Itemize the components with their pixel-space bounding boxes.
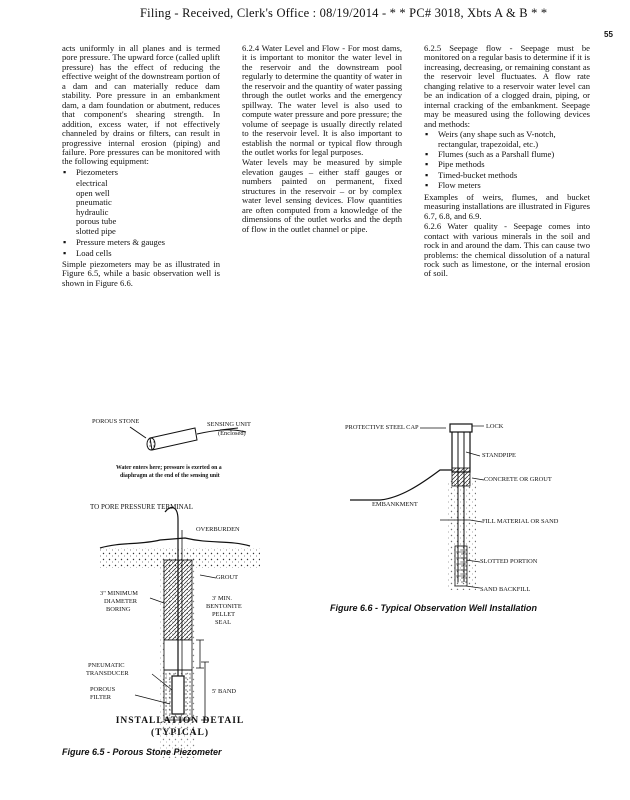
label-concrete-grout: CONCRETE OR GROUT	[484, 476, 552, 483]
label-pneumatic-1: PNEUMATIC	[88, 662, 125, 669]
list-item: hydraulic	[76, 206, 109, 217]
label-porous-filter-1: POROUS	[90, 686, 116, 693]
label-min-diameter-2: DIAMETER	[104, 598, 138, 605]
list-item: ▪ Load cells	[62, 249, 220, 258]
list-item: ▪ Piezometers	[62, 168, 220, 177]
label-steel-cap: PROTECTIVE STEEL CAP	[345, 424, 419, 431]
label-overburden: OVERBURDEN	[196, 526, 240, 533]
label-min-diameter-1: 3" MINIMUM	[100, 590, 138, 597]
list-item: ▪ Flumes (such as a Parshall flume)	[424, 150, 590, 159]
pore-pressure-paragraph: acts uniformly in all planes and is termed pore pressure. The upward force (called uplift pressure) has the effect of reducing the effective weight of the downstream portion of a dam and can materially reduce dam stability. Pore pressure in an embankment dam, a dam foundation or abutment, reduces that component's shearing strength. In addition, excess water, if not effectively channeled by drains or filters, can result in progressive internal erosion (piping) and failure. Pore pressures can be monitored with the following equipment:	[62, 43, 220, 167]
installation-detail-subtitle: (TYPICAL)	[150, 728, 210, 738]
label-bentonite-1: 3' MIN.	[212, 595, 232, 602]
label-enclosed: (Enclosed)	[218, 430, 246, 437]
list-item: ▪ Flow meters	[424, 181, 590, 190]
label-porous-filter-2: FILTER	[90, 694, 112, 701]
list-item: ▪ Timed-bucket methods	[424, 171, 590, 180]
list-item: ▪ Weirs (any shape such as V-notch, rectangular, trapezoidal, etc.)	[424, 130, 590, 149]
label-sensing-unit: SENSING UNIT	[207, 421, 251, 428]
seepage-paragraph: 6.2.5 Seepage flow - Seepage must be monitored on a regular basis to determine if it is increasing, decreasing, or remaining constant as the reservoir level fluctuates. A flow rate changing relative to a reservoir water level can be an indication of a clogged drain, piping, or internal cracking of the embankment. Seepage may be measured using the following devices and methods:	[424, 43, 590, 129]
list-item: pneumatic	[76, 197, 112, 208]
list-item: electrical	[76, 178, 108, 189]
label-standpipe: STANDPIPE	[482, 452, 516, 459]
water-quality-paragraph: 6.2.6 Water quality - Seepage comes into contact with various minerals in the soil and rock in and around the dam. This can cause two problems: the chemical dissolution of a natural rock such as limestone, or the internal erosion of soil.	[424, 221, 590, 279]
water-gauges-paragraph: Water levels may be measured by simple elevation gauges – either staff gauges or numbers painted on permanent, fixed structures in the reservoir – or by complex water level sensing devices. Flow quantities are often computed from a knowledge of the dimensions of the outlet works and the depth of flow in the outlet channel or pipe.	[242, 157, 402, 234]
water-note-line2: diaphragm at the end of the sensing unit	[120, 473, 220, 479]
list-item: ▪ Pipe methods	[424, 160, 590, 169]
label-terminal: TO PORE PRESSURE TERMINAL	[90, 503, 194, 511]
list-item: ▪ Pressure meters & gauges	[62, 238, 220, 247]
label-porous-stone: POROUS STONE	[92, 418, 140, 425]
label-sand-backfill: SAND BACKFILL	[480, 586, 531, 593]
piezometer-reference-paragraph: Simple piezometers may be as illustrated in Figure 6.5, while a basic observation well is shown in Figure 6.6.	[62, 258, 220, 288]
figure-6-5-caption: Figure 6.5 - Porous Stone Piezometer	[62, 747, 222, 757]
label-slotted-portion: SLOTTED PORTION	[480, 558, 538, 565]
label-pneumatic-2: TRANSDUCER	[86, 670, 129, 677]
water-level-paragraph: 6.2.4 Water Level and Flow - For most dams, it is important to monitor the water level in the reservoir and the downstream pool regularly to determine the quantity of water in the reservoir and the quantity of water passing through the outlet works and the emergency spillway. The water level is also used to compute water pressure and pore pressure; the volume of seepage is usually directly related to the reservoir level. It is also important to establish the normal or typical flow through the outlet works for legal purposes.	[242, 43, 402, 157]
label-min-diameter-3: BORING	[106, 606, 131, 613]
filing-header: Filing - Received, Clerk's Office : 08/19/2014 - * * PC# 3018, Xbts A & B * *	[140, 6, 548, 20]
figure-6-6-caption: Figure 6.6 - Typical Observation Well Installation	[330, 603, 538, 613]
label-band: 5' BAND	[212, 688, 237, 695]
installation-detail-title: INSTALLATION DETAIL	[115, 716, 245, 726]
label-lock: LOCK	[486, 423, 504, 430]
label-bentonite-4: SEAL	[215, 619, 231, 626]
label-bentonite-3: PELLET	[212, 611, 236, 618]
label-bentonite-2: BENTONITE	[206, 603, 242, 610]
label-grout: GROUT	[216, 574, 239, 581]
weirs-paragraph: Examples of weirs, flumes, and bucket measuring installations are illustrated in Figures 6.7, 6.8, and 6.9.	[424, 191, 590, 221]
list-item: open well	[76, 187, 110, 198]
label-fill-material: FILL MATERIAL OR SAND	[482, 518, 559, 525]
list-item: slotted pipe	[76, 225, 116, 236]
page-number: 55	[604, 30, 613, 39]
list-item: porous tube	[76, 216, 117, 227]
label-embankment: EMBANKMENT	[372, 501, 418, 508]
water-note-line1: Water enters here; pressure is exerted on a	[116, 465, 222, 471]
